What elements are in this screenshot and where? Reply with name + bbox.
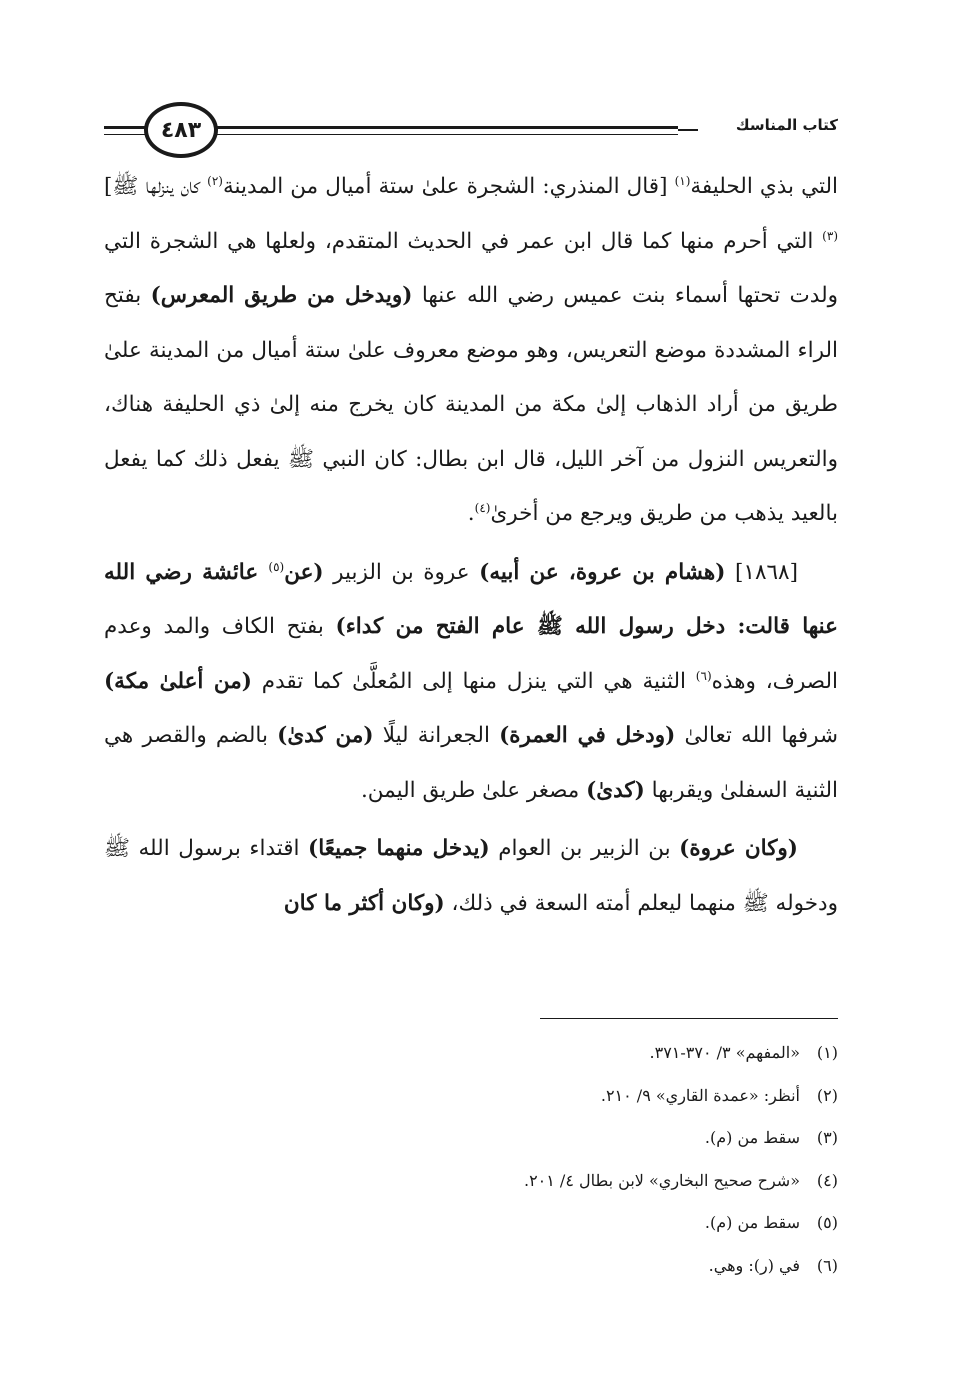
paragraph-1 bbox=[104, 160, 838, 542]
footnote-separator bbox=[540, 1018, 838, 1019]
main-text bbox=[104, 160, 838, 931]
footnote-number: (٢) bbox=[816, 1085, 838, 1105]
bold-quote: (ودخل في العمرة) bbox=[499, 723, 676, 748]
footnotes bbox=[104, 1032, 838, 1287]
footnote-text: في (ر): وهي. bbox=[708, 1255, 800, 1275]
page-number: ٤٨٣ bbox=[144, 102, 218, 158]
footnote-item bbox=[104, 1202, 838, 1245]
text-span: بفتح الكاف والمد وعدم الصرف، وهذه bbox=[104, 614, 838, 694]
footnote-item bbox=[104, 1075, 838, 1118]
text-span: بفتح الراء المشددة موضع التعريس، وهو موضع معروف علىٰ ستة أميال من المدينة علىٰ طريق من أراد الذهاب إلىٰ مكة من المدينة كان يخرج منه إلىٰ ذي الحليفة هناك، والتعريس النزول من آخر الليل، قال ابن بطال: كان النبي ﷺ يفعل ذلك كما يفعل بالعيد يذهب من طريق ويرجع من أخرىٰ bbox=[104, 283, 838, 526]
bold-quote: (عن bbox=[284, 559, 324, 585]
text-span: بن الزبير بن العوام bbox=[489, 836, 680, 861]
header-rule-right-thin bbox=[216, 134, 678, 135]
footnote-number: (١) bbox=[816, 1043, 838, 1062]
footnote-ref[interactable]: (٢) bbox=[207, 173, 223, 188]
bold-quote: (ويدخل من طريق المعرس) bbox=[150, 283, 413, 308]
bold-quote: (وكان عروة) bbox=[679, 836, 798, 861]
footnote-item bbox=[104, 1245, 838, 1288]
footnote-number: (٤) bbox=[816, 1170, 838, 1190]
footnote-text: «المفهم» ٣/ ٣٧٠-٣٧١. bbox=[649, 1043, 800, 1062]
text-span: [قال المنذري: الشجرة علىٰ ستة أميال من المدينة bbox=[222, 174, 675, 199]
footnote-number: (٥) bbox=[816, 1213, 838, 1232]
footnote-item bbox=[104, 1032, 838, 1075]
paragraph-2 bbox=[104, 546, 838, 819]
header-rule-right bbox=[216, 126, 678, 129]
text-span: اقتداء برسول الله ﷺ ودخوله ﷺ منهما ليعلم أمته السعة في ذلك، bbox=[104, 836, 838, 916]
hadith-number: [١٨٦٨] bbox=[725, 559, 798, 585]
footnote-item bbox=[104, 1160, 838, 1203]
bold-quote: (كدىٰ) bbox=[586, 777, 645, 803]
bold-quote: (من أعلىٰ مكة) bbox=[104, 668, 252, 694]
footnote-text: «شرح صحيح البخاري» لابن بطال ٤/ ٢٠١. bbox=[523, 1170, 800, 1190]
header-rule-tail bbox=[678, 129, 698, 131]
text-span: شرفها الله تعالىٰ bbox=[675, 723, 839, 748]
footnote-text: أنظر: «عمدة القاري» ٩/ ٢١٠. bbox=[600, 1085, 800, 1105]
text-span: بالضم والقصر هي الثنية السفلىٰ ويقربها bbox=[104, 723, 838, 803]
bold-quote: (من كدىٰ) bbox=[277, 723, 374, 748]
text-span: التي أحرم منها كما قال ابن عمر في الحديث المتقدم، ولعلها هي الشجرة التي ولدت تحتها أسماء بنت عميس رضي الله عنها bbox=[104, 228, 839, 308]
text-span: الثنية هي التي ينزل منها إلى المُعلَّىٰ كما تقدم bbox=[251, 668, 696, 694]
text-span: . bbox=[467, 501, 475, 526]
page-header bbox=[104, 98, 838, 168]
footnote-number: (٦) bbox=[816, 1255, 838, 1275]
footnote-ref[interactable]: (٥) bbox=[268, 559, 285, 574]
footnote-ref[interactable]: (١) bbox=[674, 173, 691, 188]
text-span: كان ينزلها ﷺ] bbox=[104, 174, 208, 199]
footnote-ref[interactable]: (٦) bbox=[695, 668, 712, 683]
text-span: الجعرانة ليلًا bbox=[373, 723, 500, 748]
footnote-text: سقط من (م). bbox=[704, 1128, 800, 1147]
footnote-ref[interactable]: (٣) bbox=[822, 228, 838, 243]
bold-quote: (وكان أكثر ما كان bbox=[283, 890, 445, 916]
text-span: التي بذي الحليفة bbox=[690, 174, 838, 199]
footnote-text: سقط من (م). bbox=[704, 1213, 800, 1232]
running-title: كتاب المناسك bbox=[735, 116, 838, 134]
text-span: عروة بن الزبير bbox=[323, 559, 480, 585]
footnote-ref[interactable]: (٤) bbox=[474, 500, 491, 515]
paragraph-3 bbox=[104, 822, 838, 931]
bold-quote: (هشام بن عروة، عن أبيه) bbox=[479, 559, 726, 585]
text-span: مصغر علىٰ طريق اليمن. bbox=[360, 777, 587, 803]
footnote-item bbox=[104, 1117, 838, 1160]
bold-quote: (يدخل منهما جميعًا) bbox=[308, 836, 490, 861]
footnote-number: (٣) bbox=[816, 1128, 838, 1147]
bold-quote: عائشة رضي الله عنها قالت: دخل رسول الله ﷺ عام الفتح من كداء) bbox=[104, 559, 838, 639]
